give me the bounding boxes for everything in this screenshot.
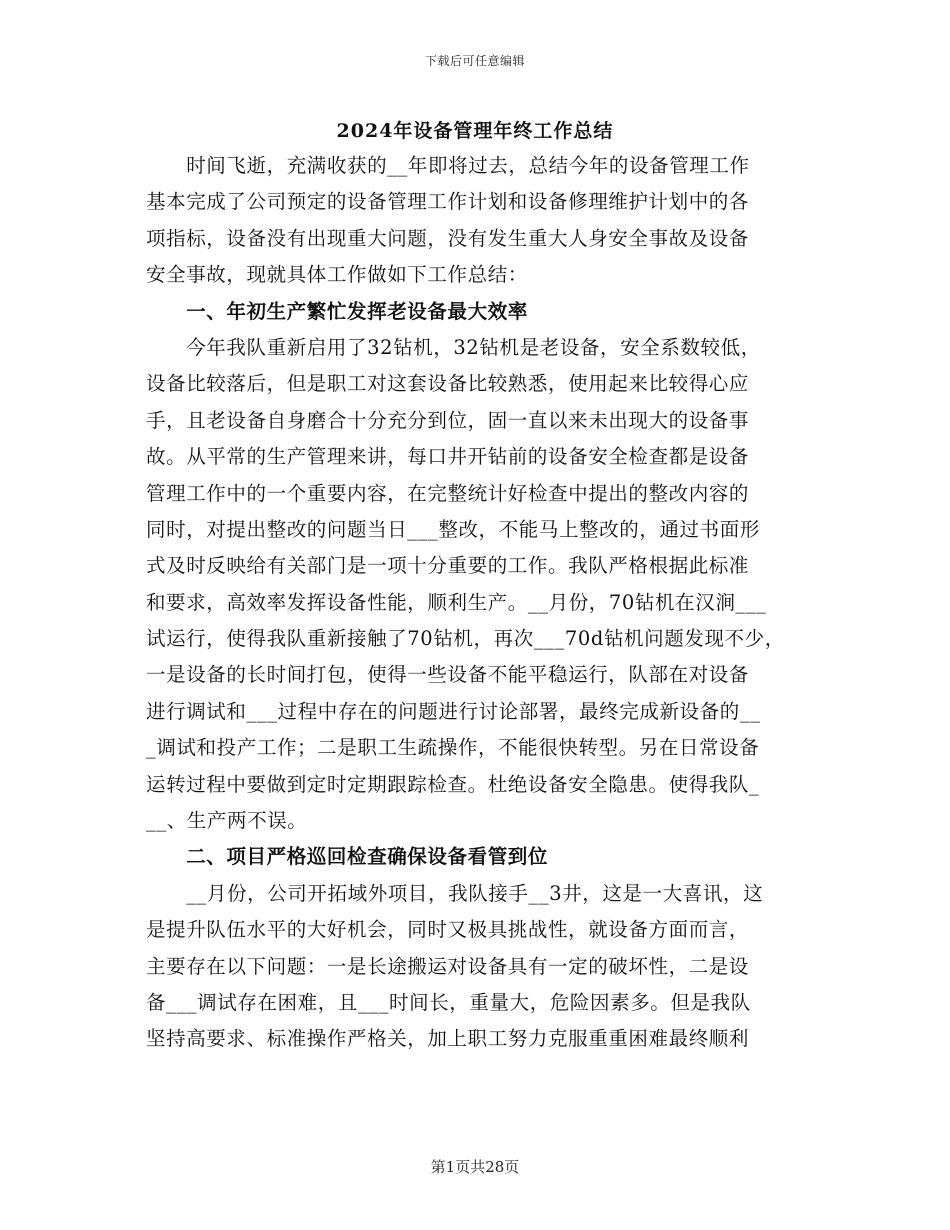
page-header: 下载后可任意编辑 [424,54,525,68]
text-line: 主要存在以下问题：一是长途搬运对设备具有一定的破坏性，二是设 [146,954,750,978]
text-line: 安全事故，现就具体工作做如下工作总结： [146,263,528,287]
text-line: 进行调试和___过程中存在的问题进行讨论部署，最终完成新设备的__ [146,699,761,723]
text-line: 一是设备的长时间打包，使得一些设备不能平稳运行，队部在对设备 [146,663,750,687]
text-line: 故。从平常的生产管理来讲，每口井开钻前的设备安全检查都是设备 [146,445,750,469]
text-line: 项指标，设备没有出现重大问题，没有发生重大人身安全事故及设备 [146,226,750,250]
document-body [146,148,836,1058]
text-line: 时间飞逝，充满收获的__年即将过去，总结今年的设备管理工作 [146,154,750,177]
text-line: 手，且老设备自身磨合十分充分到位，固一直以来未出现大的设备事 [146,408,750,432]
section-heading: 二、项目严格巡回检查确保设备看管到位 [146,845,549,869]
text-line: 坚持高要求、标准操作严格关，加上职工努力克服重重困难最终顺利 [146,1027,750,1051]
text-line: _调试和投产工作；二是职工生疏操作，不能很快转型。另在日常设备 [146,736,760,760]
text-line: __月份，公司开拓域外项目，我队接手__3井，这是一大喜讯，这 [146,881,764,905]
document-title: 2024年设备管理年终工作总结 [336,120,614,142]
text-line: 基本完成了公司预定的设备管理工作计划和设备修理维护计划中的各 [146,190,750,214]
text-line: 和要求，高效率发挥设备性能，顺利生产。__月份，70钻机在汉涧___ [146,590,767,614]
text-line: __、生产两不误。 [146,809,308,833]
text-line: 同时，对提出整改的问题当日___整改，不能马上整改的，通过书面形 [146,517,760,541]
page-footer: 第1页共28页 [430,1158,520,1176]
text-line: 设备比较落后，但是职工对这套设备比较熟悉，使用起来比较得心应 [146,372,750,396]
text-line: 备___调试存在困难，且___时间长，重量大，危险因素多。但是我队 [146,990,751,1014]
text-line: 式及时反映给有关部门是一项十分重要的工作。我队严格根据此标准 [146,554,750,578]
text-line: 运转过程中要做到定时定期跟踪检查。杜绝设备安全隐患。使得我队_ [146,772,760,796]
text-line: 试运行，使得我队重新接触了70钻机，再次___70d钻机问题发现不少， [146,627,785,651]
section-heading: 一、年初生产繁忙发挥老设备最大效率 [146,299,528,323]
text-line: 是提升队伍水平的大好机会，同时又极具挑战性，就设备方面而言， [146,918,750,942]
text-line: 今年我队重新启用了32钻机，32钻机是老设备，安全系数较低， [146,335,761,359]
text-line: 管理工作中的一个重要内容，在完整统计好检查中提出的整改内容的 [146,481,750,505]
